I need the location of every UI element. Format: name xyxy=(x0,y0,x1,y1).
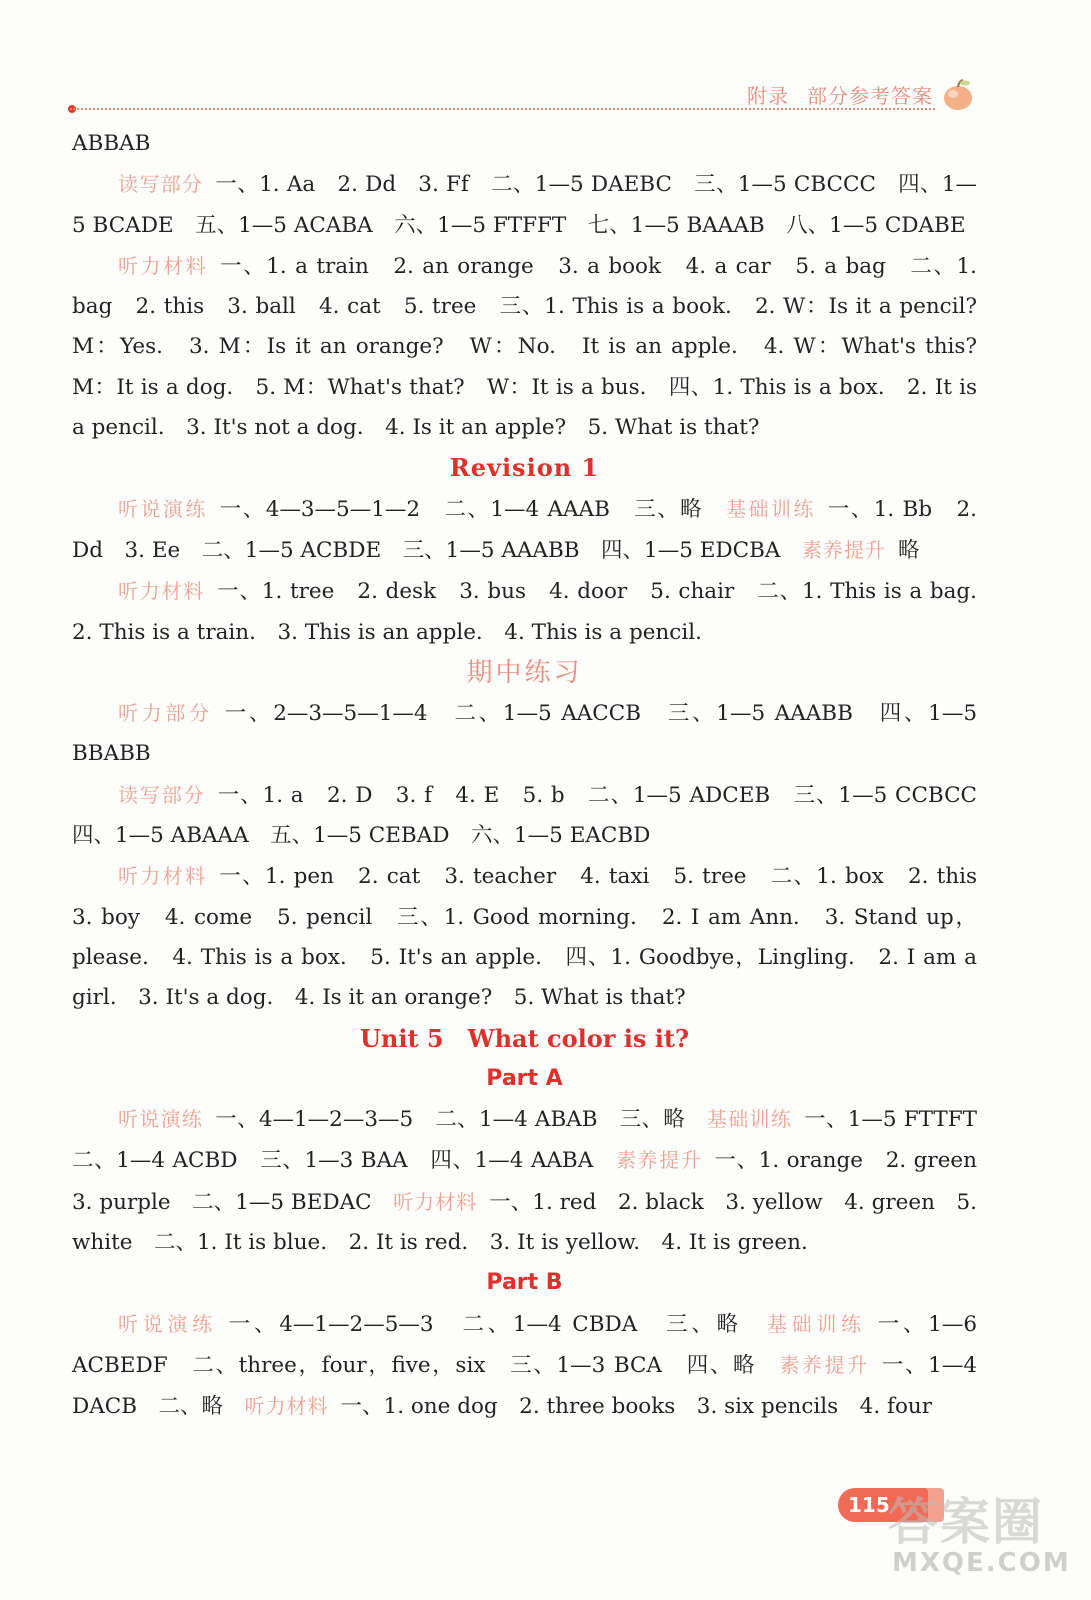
answer-text: 一、1. pen 2. cat 3. teacher 4. taxi 5. tree 二、1. box 2. this 3. boy 4. come 5. pencil 三、1. Good morning. 2. I am Ann. 3. Stand up，please. 4. This is a box. 5. It's an apple. 四、1. Goodbye，Lingling. 2. I am a girl. 3. It's a dog. 4. Is it an orange? 5. What is that? xyxy=(72,864,999,1011)
apple-icon xyxy=(941,78,975,112)
revision-heading: Revision 1 xyxy=(449,453,600,483)
header-appendix: 附录 xyxy=(747,84,789,108)
section-label: 听说演练 xyxy=(118,1107,204,1132)
answer-text: 一、1—6 ACBEDF 二、three，four，five，six 三、1—3 BCA 四、略 xyxy=(72,1311,978,1378)
watermark-url: MXQE.COM xyxy=(892,1548,1071,1578)
answer-text: 一、1. Aa 2. Dd 3. Ff 二、1—5 DAEBC 三、1—5 CBCCC 四、1—5 BCADE 五、1—5 ACABA 六、1—5 FTFFT 七、1—5 BAAAB 八、1—5 CDABE xyxy=(72,172,978,238)
answer-paragraph xyxy=(72,693,977,775)
section-label: 听说演练 xyxy=(118,496,208,521)
section-label: 读写部分 xyxy=(118,172,204,197)
section-label: 听说演练 xyxy=(118,1311,217,1336)
section-label: 读写部分 xyxy=(118,782,206,807)
header-section-title: 部分参考答案 xyxy=(807,84,933,108)
answer-text: 一、2—3—5—1—4 二、1—5 AACCB 三、1—5 AAABB 四、1—5 BBABB xyxy=(72,701,978,767)
section-label: 素养提升 xyxy=(615,1148,703,1173)
answer-text: ABBAB xyxy=(72,131,151,156)
section-label: 素养提升 xyxy=(779,1352,870,1377)
answer-paragraph xyxy=(72,246,999,448)
section-label: 听力材料 xyxy=(118,579,206,604)
answer-text: 一、1. red 2. black 3. yellow 4. green 5. white 二、1. It is blue. 2. It is red. 3. It is yellow. 4. It is green. xyxy=(72,1189,978,1256)
answer-text: 一、1. Bb 2. Dd 3. Ee 二、1—5 ACBDE 三、1—5 AAABB 四、1—5 EDCBA xyxy=(72,496,978,563)
part-heading: Part A xyxy=(486,1065,563,1091)
answer-text: 略 xyxy=(897,537,920,563)
section-label: 基础训练 xyxy=(766,1311,866,1336)
answer-paragraph xyxy=(72,571,999,653)
answer-paragraph xyxy=(72,164,977,246)
section-label: 听力部分 xyxy=(118,701,213,726)
answer-content xyxy=(72,124,999,1428)
answer-paragraph xyxy=(72,124,977,164)
answer-paragraph xyxy=(72,1304,977,1428)
section-label: 听力材料 xyxy=(118,864,208,889)
answer-text: 一、4—1—2—5—3 二、1—4 CBDA 三、略 xyxy=(228,1311,767,1337)
answer-paragraph xyxy=(72,856,999,1018)
answer-text: 一、1. orange 2. green 3. purple 二、1—5 BEDAC xyxy=(72,1148,999,1215)
part-heading: Part B xyxy=(486,1270,563,1296)
answer-text: 一、4—1—2—3—5 二、1—4 ABAB 三、略 xyxy=(215,1107,707,1133)
watermark xyxy=(880,1478,1070,1590)
midterm-heading: 期中练习 xyxy=(466,657,583,688)
answer-text: 一、1. one dog 2. three books 3. six pencils 4. four xyxy=(340,1394,933,1420)
section-label: 听力材料 xyxy=(393,1189,478,1214)
answer-text: 一、1—5 FTTFT 二、1—4 ACBD 三、1—3 BAA 四、1—4 AABA xyxy=(72,1107,999,1174)
section-label: 听力材料 xyxy=(118,253,209,278)
answer-paragraph xyxy=(72,775,999,857)
page-header xyxy=(70,78,975,114)
answer-paragraph xyxy=(72,489,977,572)
header-title xyxy=(747,80,933,109)
section-label: 基础训练 xyxy=(726,496,816,521)
section-label: 基础训练 xyxy=(706,1107,793,1132)
section-label: 素养提升 xyxy=(801,537,886,562)
answer-paragraph xyxy=(72,1099,999,1263)
answer-text: 一、1. a train 2. an orange 3. a book 4. a car 5. a bag 二、1. bag 2. this 3. ball 4. cat 5. tree 三、1. This is a book. 2. W：Is it a pencil? M：Yes. 3. M：Is it an orange? W：No. It is an apple. 4. W：What's this? M：It is a dog. 5. M：What's that? W：It is a bus. 四、1. This is a box. 2. It is a pencil. 3. It's not a dog. 4. Is it an apple? 5. What is that? xyxy=(72,253,999,441)
page-number: 115 xyxy=(838,1488,928,1522)
unit-heading: Unit 5 What color is it? xyxy=(359,1023,690,1053)
answer-text: 一、1. a 2. D 3. f 4. E 5. b 二、1—5 ADCEB 三、1—5 CCBCC 四、1—5 ABAAA 五、1—5 CEBAD 六、1—5 EACBD xyxy=(72,782,999,849)
answer-text: 一、1. tree 2. desk 3. bus 4. door 5. chair 二、1. This is a bag. 2. This is a train. 3. This is an apple. 4. This is a pencil. xyxy=(72,579,999,645)
watermark-logo-text: 答案圈 xyxy=(888,1493,1044,1551)
answer-text: 一、1—4 DACB 二、略 xyxy=(72,1352,978,1420)
section-label: 听力材料 xyxy=(244,1394,329,1419)
answer-text: 一、4—3—5—1—2 二、1—4 AAAB 三、略 xyxy=(219,496,727,522)
